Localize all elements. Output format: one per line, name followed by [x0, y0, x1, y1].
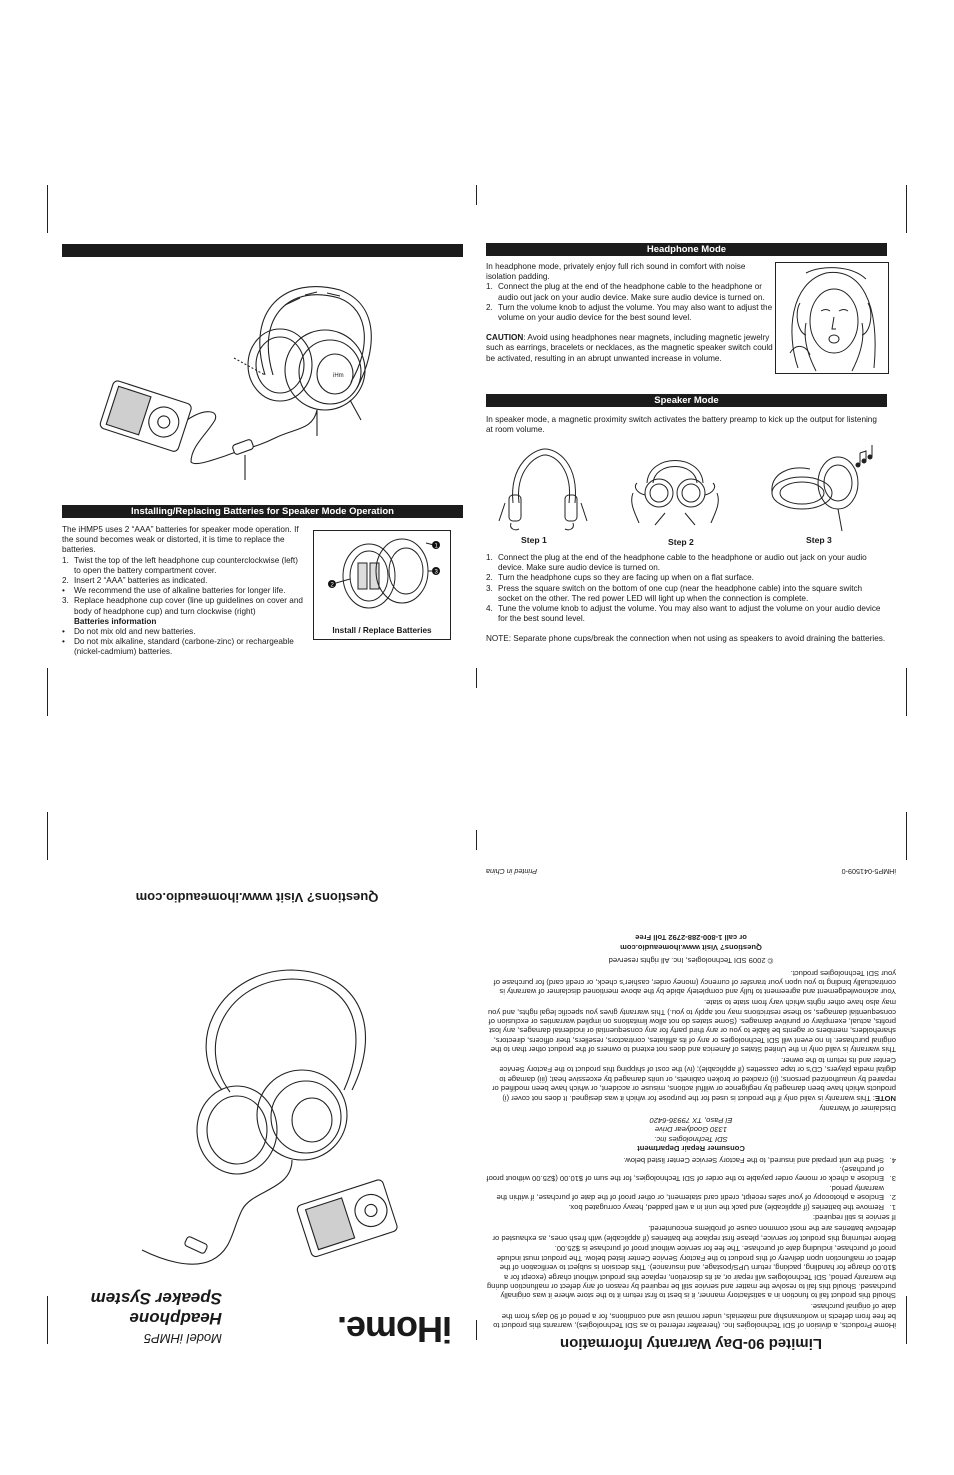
list-item: • Do not mix alkaline, standard (carbone-zinc) or rechargeable (nickel-cadmium) batteries.	[62, 637, 294, 657]
list-item: 1. Connect the plug at the end of the headphone cable to the headphone or audio out jack on your audio device. Make sure audio device is turned on.	[486, 282, 765, 302]
list-item: 2. Turn the headphone cups so they are facing up when on a flat surface.	[486, 573, 754, 583]
batteries-text	[62, 525, 307, 658]
battery-compartment-illustration	[314, 531, 450, 619]
cover-questions: Questions? Visit www.ihomeaudio.com	[135, 890, 379, 905]
batteries-intro: The iHMP5 uses 2 “AAA” batteries for speaker mode operation. If the sound becomes weak or distorted, it is time to replace the batteries.	[62, 525, 299, 555]
warranty-footer-codes	[486, 867, 896, 876]
crop-mark	[476, 185, 477, 205]
list-item: 3. Press the square switch on the bottom of one cup (near the headphone cable) into the square switch socket on the other. The red power LED will light up when the connection is complete.	[486, 583, 863, 603]
warranty-note: NOTE: This warranty is valid only if the product is used for the purpose for which it was designed. It does not cover (i) products which have been damaged by negligence or willful actions, misuse or accident, or which have been modified or repaired by unauthorized persons; (ii) cracked or broken cabinets, or units damaged by excessive heat; (iii) damage to digital media players, CD’s or tape cassettes (if applicable); (iv) the cost of shipping this product to the Factory Service Center and its return to the owner.	[492, 1056, 896, 1103]
speaker-note: NOTE: Separate phone cups/break the connection when not using as speakers to avoid draining the batteries.	[486, 634, 886, 644]
step-1-illustration	[495, 443, 591, 533]
caution-text: CAUTION: Avoid using headphones near magnets, including magnetic jewelry such as earrings, bracelets or necklaces, as the magnetic speaker switch could be activated, resulting in an abrupt unwanted increase in volume.	[486, 333, 773, 363]
crop-mark	[47, 185, 48, 233]
crop-mark	[906, 668, 907, 716]
headphone-player-illustration	[95, 270, 375, 480]
model-label: Model iHMP5	[143, 1331, 222, 1346]
cover-headphone-illustration	[112, 960, 412, 1290]
product-name-line2: Speaker System	[90, 1289, 222, 1308]
disclaimer-label: Disclaimer of Warranty	[819, 1104, 896, 1114]
step-3-illustration	[760, 443, 885, 533]
brand-logo: iHome.	[337, 1309, 452, 1350]
list-item: 4. Tune the volume knob to adjust the volume. You may also want to adjust the volume on your audio device for the best sound level.	[486, 604, 881, 624]
list-item: 3. Replace headphone cup cover (line up guidelines on cover and body of headphone cup) and turn clockwise (right)	[62, 596, 303, 616]
list-item: 2. Enclose a photocopy of your sales receipt, credit card statement, or other proof of the date of purchase, if within the warranty period.	[496, 1183, 896, 1203]
section-header-speaker-mode: Speaker Mode	[486, 394, 887, 407]
cover-panel	[62, 890, 462, 1350]
crop-mark	[47, 812, 48, 860]
step-1-label: Step 1	[521, 535, 547, 545]
woman-headphones-illustration	[775, 262, 889, 374]
figure-caption: Install / Replace Batteries	[332, 626, 432, 635]
repair-department: Consumer Repair Department	[637, 1144, 745, 1154]
speaker-intro: In speaker mode, a magnetic proximity switch activates the battery preamp to kick up the output for listening at room volume.	[486, 415, 877, 435]
crop-mark	[906, 812, 907, 860]
warranty-body: iHome Products, a division of SDI Technologies Inc. (hereafter referred to as SDI Technologies), warrants this product to be free from defects in workmanship and materials, under normal use and conditions, for a period of 90 days from the date of original purchase. Should this product fail to function in a satisfactory manner, it is best to first return it to the store where it was originally purchased. Should this fail to resolve the matter and service still be required by reason of any defect or malfunction during the warranty period, SDI Technologies will repair or, at its discretion, replace this product without charge (except for a $10.00 charge for handling, packing, return UPS/postage, and insurance). This decision is subject to verification of the defect or malfunction upon delivery of this product to the Factory Service Center listed below. The product must include proof of purchase, including date of purchase. The fee for service without proof of purchase is $25.00. Before returning this product for service, please first replace the batteries (if applicable) with fresh ones, as exhausted or defective batteries are the most common cause of problems encountered. If service is still required: 1. Remove the batteries (if applicable) and pack the unit in a well padded, heavy corrugated box. 2. Enclose a photocopy of your sales receipt, credit card statement, or other proof of the date of purchase, if within the warranty period. 3. Enclose a check or money order payable to the order of SDI Technologies, for the sum of $10.00 ($25.00 without proof of purchase). 4. Send the unit prepaid and insured, to the Factory Service Center listed below. Consumer Repair Department SDI Technologies Inc. 1330 Goodyear Drive El Paso, TX 79936-6420 Disclaimer of Warranty NOTE: This warranty is valid only if the product is used for the purpose for which it was designed. It does not cover (i) products which have been damaged by negligence or willful actions, misuse or accident, or which have been modified or repaired by unauthorized persons; (ii) cracked or broken cabinets, or units damaged by excessive heat; (iii) damage to digital media players, CD’s or tape cassettes (if applicable); (iv) the cost of shipping this product to the Factory Service Center and its return to the owner. This warranty is valid only in the United States of America and does not extend to owners of the product other than to the original purchaser. In no event will SDI Technologies or any of its affiliates, contractors, resellers, their officers, directors, shareholders, members or agents be liable to you or any third party for any consequential or incidental damages, any lost profits, actual, exemplary or punitive damages. (Some states do not allow limitations on implied warranties or exclusion of consequential damages, so these restrictions may not apply to you.) This warranty gives you specific legal rights, and you may also have other rights which vary from state to state. Your acknowledgement and agreement to fully and completely abide by the above mentioned disclaimer of warranty is contractually binding to you upon your transfer of currency (money order, cashier’s check, or credit card) for purchase of your SDI Technologies product. © 2009 SDI Technologies, Inc. All rights reserved Questions? Visit www.ihomeaudio.com or call 1-800-288-2792 Toll Free	[486, 933, 896, 1330]
svg-text:iHm: iHm	[333, 373, 344, 379]
step-2-label: Step 2	[668, 537, 694, 547]
section-header-blank	[62, 244, 463, 257]
list-item: 1. Remove the batteries (if applicable) and pack the unit in a well padded, heavy corrugated box.	[568, 1202, 896, 1212]
crop-mark	[476, 668, 477, 688]
copyright: © 2009 SDI Technologies, Inc. All rights reserved	[608, 956, 774, 966]
batteries-info-heading: Batteries information	[74, 616, 157, 626]
list-item: • We recommend the use of alkaline batteries for longer life.	[62, 586, 286, 596]
speaker-steps	[486, 553, 886, 645]
warranty-title: Limited 90-Day Warranty Information	[560, 1335, 822, 1352]
step-3-label: Step 3	[806, 535, 832, 545]
list-item: 2. Turn the volume knob to adjust the volume. You may also want to adjust the volume on your audio device for the best sound level.	[486, 302, 773, 323]
address-line: El Paso, TX 79936-6420	[649, 1115, 733, 1125]
part-number: iHMP5-041509-0	[841, 867, 896, 876]
list-item: 1. Connect the plug at the end of the headphone cable to the headphone or audio out jack on your audio device. Make sure audio device is turned on.	[486, 553, 867, 573]
list-item: 4. Send the unit prepaid and insured, to the Factory Service Center listed below.	[623, 1155, 896, 1165]
battery-figure-box	[313, 530, 451, 640]
step-2-illustration	[625, 443, 725, 533]
section-header-batteries: Installing/Replacing Batteries for Speaker Mode Operation	[62, 505, 463, 518]
crop-mark	[47, 1296, 48, 1344]
list-item: 3. Enclose a check or money order payable to the order of SDI Technologies, for the sum of $10.00 ($25.00 without proof of purchase).	[486, 1164, 896, 1184]
warranty-questions: Questions? Visit www.ihomeaudio.com	[620, 942, 762, 952]
svg-text:2: 2	[330, 582, 334, 589]
list-item: 2. Insert 2 “AAA” batteries as indicated.	[62, 576, 208, 586]
svg-text:1: 1	[434, 543, 438, 550]
crop-mark	[476, 830, 477, 850]
product-name-line1: Headphone	[129, 1309, 222, 1328]
crop-mark	[476, 1320, 477, 1340]
crop-mark	[906, 1296, 907, 1344]
address-line: 1330 Goodyear Drive	[654, 1125, 728, 1135]
list-item: • Do not mix old and new batteries.	[62, 627, 196, 637]
headphone-intro: In headphone mode, privately enjoy full rich sound in comfort with noise isolation padding.	[486, 262, 746, 282]
crop-mark	[47, 668, 48, 716]
svg-text:3: 3	[434, 569, 438, 576]
list-item: 1. Twist the top of the left headphone cup counterclockwise (left) to open the battery compartment cover.	[62, 555, 298, 575]
address-line: SDI Technologies Inc.	[654, 1134, 728, 1144]
crop-mark	[906, 185, 907, 233]
section-header-headphone-mode: Headphone Mode	[486, 243, 887, 256]
printed-in: Printed in China	[486, 867, 538, 876]
headphone-mode-text	[486, 262, 774, 364]
warranty-panel	[486, 866, 896, 1352]
toll-free: or call 1-800-288-2792 Toll Free	[635, 933, 747, 943]
